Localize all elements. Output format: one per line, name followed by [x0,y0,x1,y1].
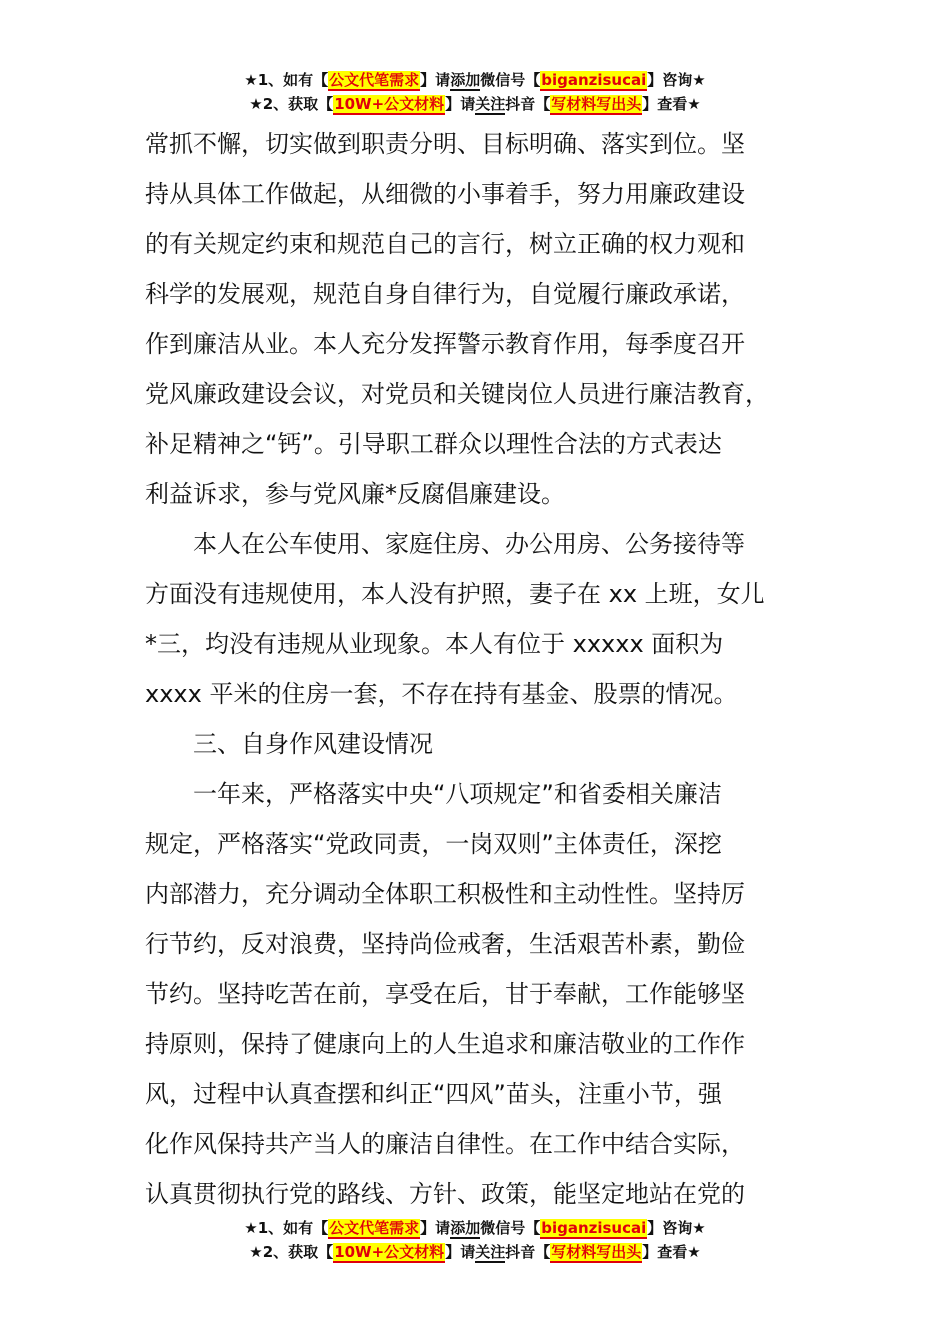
banner-text: 抖音【 [505,1243,551,1261]
body-line: 方面没有违规使用，本人没有护照，妻子在 xx 上班，女儿 [145,580,765,608]
body-line: xxxx 平米的住房一套，不存在持有基金、股票的情况。 [145,680,738,708]
banner-text: 微信号【 [480,1219,541,1237]
banner-text: ★1、如有【 [244,1219,329,1237]
paragraph-start-line: 本人在公车使用、家庭住房、办公用房、公务接待等 [193,530,745,558]
banner-text: 】请 [420,71,451,89]
banner-underlined: 关注 [475,1243,506,1261]
footer-banner [0,1216,950,1264]
highlight-douyin-id: 写材料写出头 [551,1243,642,1261]
body-line: 利益诉求，参与党风廉*反腐倡廉建设。 [145,480,565,508]
paragraph-start-line: 一年来，严格落实中央“八项规定”和省委相关廉洁 [193,780,722,808]
banner-text: 】查看★ [642,1243,701,1261]
banner-text: 微信号【 [480,71,541,89]
section-heading: 三、自身作风建设情况 [193,730,433,758]
body-line: 的有关规定约束和规范自己的言行，树立正确的权力观和 [145,230,745,258]
banner-text: 】请 [445,1243,476,1261]
highlight-materials: 10W+公文材料 [334,1243,445,1261]
banner-underlined: 关注 [475,95,506,113]
banner-text: ★2、获取【 [249,1243,334,1261]
highlight-service: 公文代笔需求 [329,71,420,89]
banner-line-2 [0,1240,950,1264]
highlight-service: 公文代笔需求 [329,1219,420,1237]
body-line: 风，过程中认真查摆和纠正“四风”苗头，注重小节，强 [145,1080,722,1108]
body-line: 持原则，保持了健康向上的人生追求和廉洁敬业的工作作 [145,1030,745,1058]
banner-text: 】咨询★ [647,71,706,89]
body-line: 内部潜力，充分调动全体职工积极性和主动性性。坚持厉 [145,880,745,908]
banner-text: 】咨询★ [647,1219,706,1237]
body-line: 认真贯彻执行党的路线、方针、政策，能坚定地站在党的 [145,1180,745,1208]
banner-underlined: 添加 [450,1219,481,1237]
highlight-wechat-id: biganzisucai [541,71,647,89]
banner-text: 抖音【 [505,95,551,113]
body-line: *三，均没有违规从业现象。本人有位于 xxxxx 面积为 [145,630,724,658]
banner-text: ★1、如有【 [244,71,329,89]
highlight-materials: 10W+公文材料 [334,95,445,113]
body-line: 补足精神之“钙”。引导职工群众以理性合法的方式表达 [145,430,722,458]
body-line: 化作风保持共产当人的廉洁自律性。在工作中结合实际， [145,1130,745,1158]
body-line: 规定，严格落实“党政同责，一岗双则”主体责任，深挖 [145,830,722,858]
banner-text: 】请 [420,1219,451,1237]
header-banner [0,68,950,116]
banner-underlined: 添加 [450,71,481,89]
highlight-douyin-id: 写材料写出头 [551,95,642,113]
body-line: 节约。坚持吃苦在前，享受在后，甘于奉献，工作能够坚 [145,980,745,1008]
banner-text: 】查看★ [642,95,701,113]
body-line: 党风廉政建设会议，对党员和关键岗位人员进行廉洁教育， [145,380,769,408]
body-line: 科学的发展观，规范自身自律行为，自觉履行廉政承诺， [145,280,745,308]
body-line: 常抓不懈，切实做到职责分明、目标明确、落实到位。坚 [145,130,745,158]
banner-line-1 [0,1216,950,1240]
banner-line-1 [0,68,950,92]
body-line: 行节约，反对浪费，坚持尚俭戒奢，生活艰苦朴素，勤俭 [145,930,745,958]
banner-text: ★2、获取【 [249,95,334,113]
body-line: 作到廉洁从业。本人充分发挥警示教育作用，每季度召开 [145,330,745,358]
banner-line-2 [0,92,950,116]
highlight-wechat-id: biganzisucai [541,1219,647,1237]
banner-text: 】请 [445,95,476,113]
body-line: 持从具体工作做起，从细微的小事着手，努力用廉政建设 [145,180,745,208]
